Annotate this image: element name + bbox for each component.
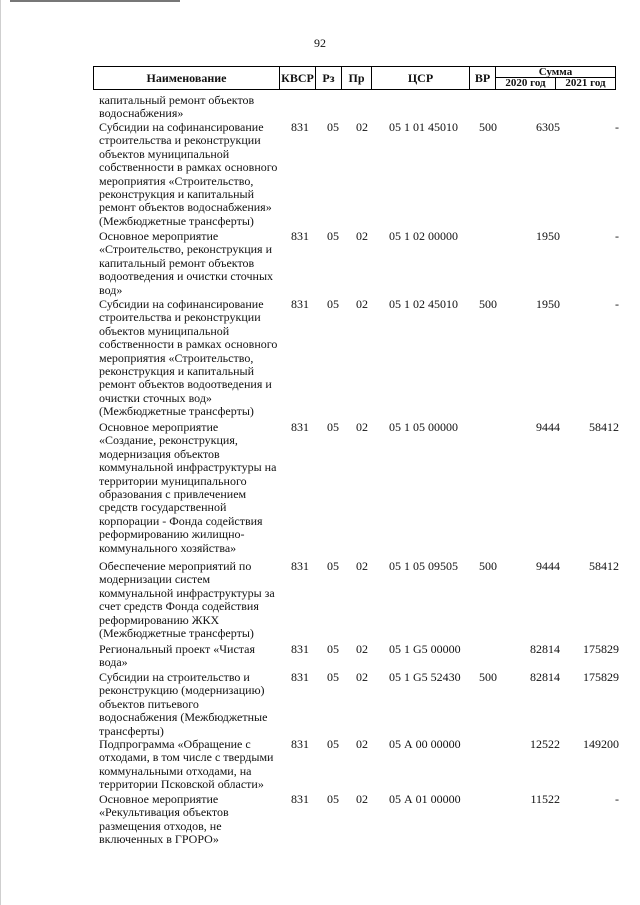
header-year-2020: 2020 год	[496, 78, 556, 89]
row-rz: 05	[327, 229, 339, 243]
row-kvsr: 831	[291, 420, 309, 434]
row-csr: 05 1 G5 00000	[389, 642, 461, 656]
row-name: Подпрограмма «Обращение с отходами, в том числе с твердыми коммунальными отходами, на территории Псковской области»	[99, 737, 274, 792]
row-sum-2021: -	[615, 229, 619, 243]
row-rz: 05	[327, 792, 339, 806]
row-pr: 02	[356, 229, 368, 243]
row-kvsr: 831	[291, 559, 309, 573]
row-rz: 05	[327, 670, 339, 684]
row-sum-2021: -	[615, 120, 619, 134]
row-rz: 05	[327, 737, 339, 751]
row-sum-2020: 9444	[536, 559, 560, 573]
row-pr: 02	[356, 737, 368, 751]
row-sum-2021: 149200	[583, 737, 619, 751]
row-pr: 02	[356, 120, 368, 134]
row-vr: 500	[479, 297, 497, 311]
row-pr: 02	[356, 670, 368, 684]
header-kvsr: КВСР	[280, 67, 316, 89]
row-rz: 05	[327, 642, 339, 656]
row-csr: 05 1 02 45010	[389, 297, 458, 311]
header-pr: Пр	[342, 67, 372, 89]
row-kvsr: 831	[291, 120, 309, 134]
row-pr: 02	[356, 420, 368, 434]
row-sum-2021: -	[615, 297, 619, 311]
row-rz: 05	[327, 559, 339, 573]
row-sum-2020: 11522	[530, 792, 560, 806]
row-vr: 500	[479, 559, 497, 573]
header-rz: Рз	[316, 67, 342, 89]
row-rz: 05	[327, 297, 339, 311]
row-pr: 02	[356, 559, 368, 573]
row-rz: 05	[327, 120, 339, 134]
row-kvsr: 831	[291, 297, 309, 311]
continuation-text: капитальный ремонт объектов водоснабжения»	[99, 93, 255, 121]
header-name: Наименование	[94, 67, 280, 89]
row-sum-2021: 175829	[583, 642, 619, 656]
row-sum-2020: 9444	[536, 420, 560, 434]
row-vr: 500	[479, 120, 497, 134]
row-sum-2020: 1950	[536, 229, 560, 243]
row-name: Региональный проект «Чистая вода»	[99, 642, 255, 670]
row-kvsr: 831	[291, 737, 309, 751]
row-kvsr: 831	[291, 642, 309, 656]
row-name: Основное мероприятие «Строительство, реконструкция и капитальный ремонт объектов водоотведения и очистки сточных вод»	[99, 229, 273, 297]
row-pr: 02	[356, 792, 368, 806]
row-pr: 02	[356, 642, 368, 656]
row-name: Субсидии на строительство и реконструкцию (модернизацию) объектов питьевого водоснабжения (Межбюджетные трансферты)	[99, 670, 268, 738]
row-csr: 05 1 05 09505	[389, 559, 458, 573]
row-name: Обеспечение мероприятий по модернизации систем коммунальной инфраструктуры за счет средств Фонда содействия реформированию ЖКХ (Межбюджетные трансферты)	[99, 559, 275, 641]
row-name: Основное мероприятие «Создание, реконструкция, модернизация объектов коммунальной инфраструктуры на территории муниципального образования с привлечением средств государственной корпорации - Фонда содействия реформированию жилищно- коммунального хозяйства»	[99, 420, 277, 555]
row-sum-2021: 58412	[589, 559, 619, 573]
row-kvsr: 831	[291, 229, 309, 243]
row-sum-2020: 12522	[530, 737, 560, 751]
row-csr: 05 1 02 00000	[389, 229, 458, 243]
row-sum-2021: 175829	[583, 670, 619, 684]
row-sum-2021: 58412	[589, 420, 619, 434]
header-sum: Сумма	[496, 67, 615, 78]
row-vr: 500	[479, 670, 497, 684]
row-sum-2020: 82814	[530, 642, 560, 656]
row-sum-2020: 6305	[536, 120, 560, 134]
row-name: Субсидии на софинансирование строительства и реконструкции объектов муниципальной собственности в рамках основного мероприятия «Строительство, реконструкция и капитальный ремонт объектов водоснабжения» (Межбюджетные трансферты)	[99, 120, 278, 228]
header-vr: ВР	[470, 67, 496, 89]
row-csr: 05 А 01 00000	[389, 792, 461, 806]
row-kvsr: 831	[291, 792, 309, 806]
header-csr: ЦСР	[372, 67, 470, 89]
row-sum-2020: 1950	[536, 297, 560, 311]
row-csr: 05 1 G5 52430	[389, 670, 461, 684]
header-year-2021: 2021 год	[565, 77, 606, 89]
row-name: Субсидии на софинансирование строительства и реконструкции объектов муниципальной собственности в рамках основного мероприятия «Строительство, реконструкция и капитальный ремонт объектов водоотведения и очистки сточных вод» (Межбюджетные трансферты)	[99, 297, 278, 419]
row-csr: 05 1 01 45010	[389, 120, 458, 134]
row-rz: 05	[327, 420, 339, 434]
row-pr: 02	[356, 297, 368, 311]
row-sum-2020: 82814	[530, 670, 560, 684]
row-sum-2021: -	[615, 792, 619, 806]
row-kvsr: 831	[291, 670, 309, 684]
row-csr: 05 А 00 00000	[389, 737, 461, 751]
row-name: Основное мероприятие «Рекультивация объектов размещения отходов, не включенных в ГРОРО»	[99, 792, 229, 847]
row-csr: 05 1 05 00000	[389, 420, 458, 434]
page-number: 92	[314, 36, 326, 50]
